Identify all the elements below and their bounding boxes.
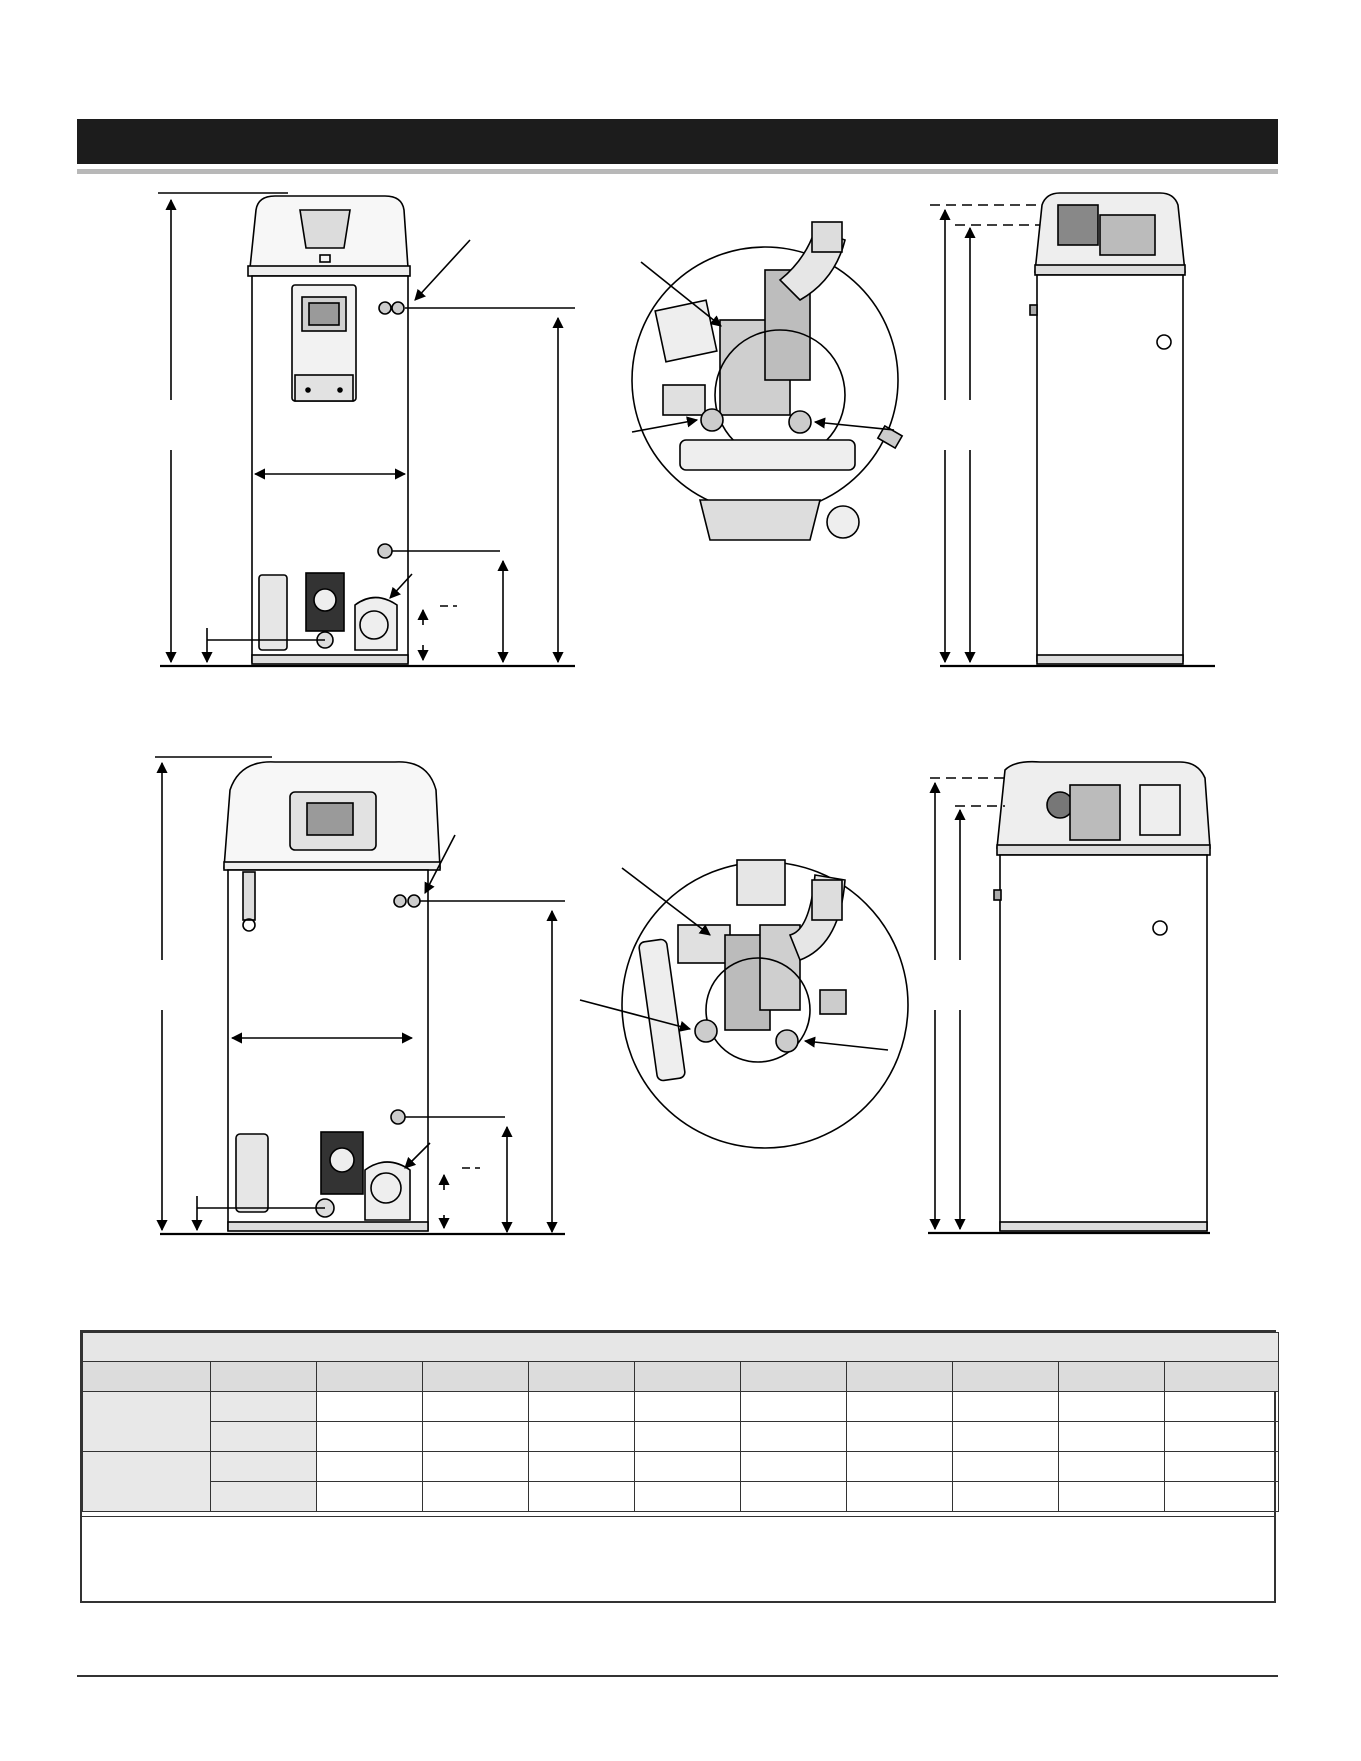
front-view-model-2 [155, 757, 565, 1234]
table-row [83, 1392, 1279, 1422]
footer-rule [77, 1675, 1278, 1677]
table-header-row [83, 1362, 1279, 1392]
front-view-model-1 [158, 193, 575, 666]
top-view-model-2 [580, 860, 908, 1148]
table-title-row [83, 1333, 1279, 1362]
table-row [83, 1482, 1279, 1512]
top-view-model-1 [632, 222, 902, 540]
table-row [83, 1422, 1279, 1452]
side-view-model-1 [930, 193, 1215, 666]
table-notes-area [82, 1516, 1274, 1601]
specifications-table [80, 1330, 1276, 1603]
table-row [83, 1452, 1279, 1482]
side-view-model-2 [928, 762, 1210, 1233]
